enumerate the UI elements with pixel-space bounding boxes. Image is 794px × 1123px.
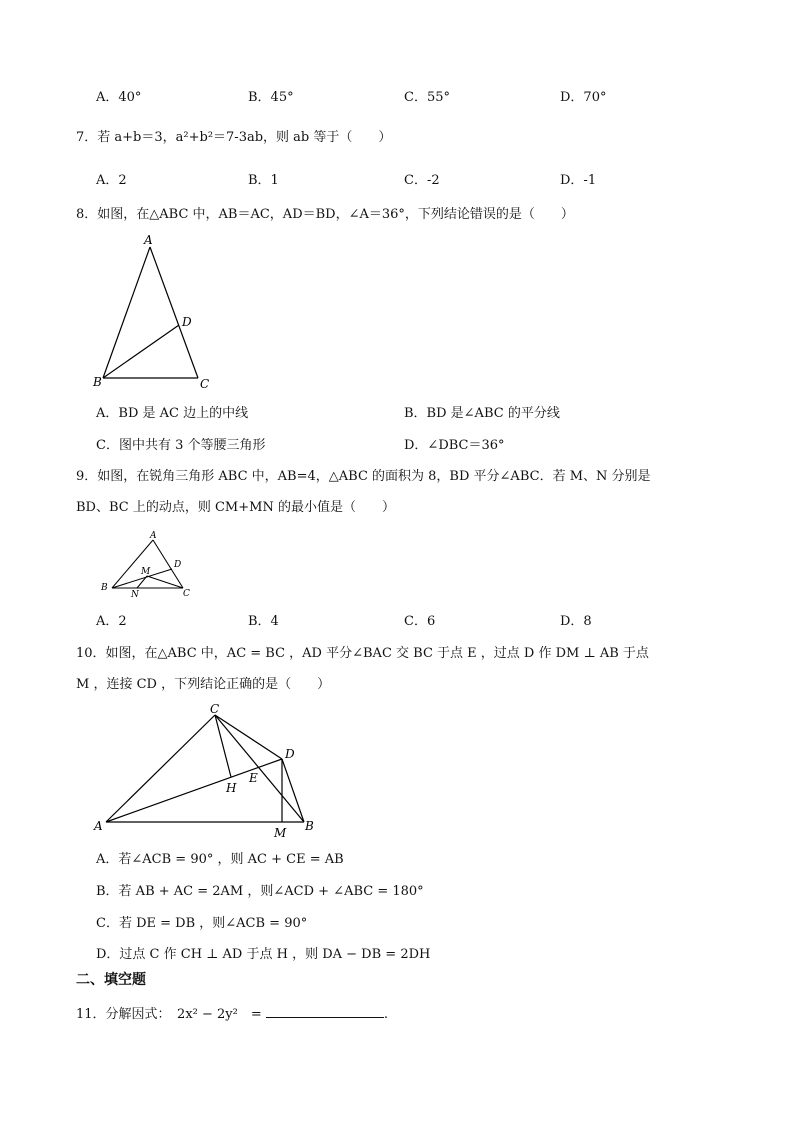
- q9-option-a: A．2: [96, 614, 127, 629]
- q9-label-a: A: [150, 531, 157, 541]
- q10-segment-ad: [106, 759, 282, 822]
- q10-stem-line1: 10．如图，在△ABC 中，AC = BC ，AD 平分∠BAC 交 BC 于点 E ，过点 D 作 DM ⊥ AB 于点: [76, 646, 649, 661]
- q9-label-m: M: [141, 567, 151, 577]
- q8-label-b: B: [93, 375, 102, 389]
- q9-segment-cm: [147, 576, 183, 588]
- q10-label-b: B: [305, 819, 314, 833]
- q10-label-d: D: [285, 747, 295, 761]
- q9-label-c: C: [183, 589, 190, 599]
- q11-answer-blank[interactable]: [266, 1005, 384, 1018]
- q9-option-c: C．6: [404, 614, 436, 629]
- q8-option-d: D．∠DBC＝36°: [404, 438, 505, 453]
- q9-stem-line1: 9．如图，在锐角三角形 ABC 中，AB=4，△ABC 的面积为 8，BD 平分∠ABC．若 M、N 分别是: [76, 469, 651, 484]
- q10-side-ac: [106, 715, 215, 822]
- q7-option-b: B．1: [248, 173, 279, 188]
- q10-label-m: M: [274, 826, 287, 840]
- q9-segment-mn: [137, 576, 147, 588]
- q8-side-ac: [150, 247, 198, 378]
- q6-option-d: D．70°: [560, 90, 607, 105]
- q10-option-d: D．过点 C 作 CH ⊥ AD 于点 H ，则 DA − DB = 2DH: [96, 947, 431, 962]
- q7-option-a: A．2: [96, 173, 127, 188]
- q10-stem-line2: M ，连接 CD ，下列结论正确的是（ ）: [76, 677, 331, 692]
- q9-option-b: B．4: [248, 614, 279, 629]
- q9-label-b: B: [101, 583, 108, 593]
- q11-end: .: [383, 1007, 389, 1022]
- q10-label-h: H: [226, 781, 237, 795]
- q6-option-c: C．55°: [404, 90, 450, 105]
- q10-segment-db: [282, 759, 304, 822]
- q10-label-e: E: [249, 771, 258, 785]
- q6-option-a: A．40°: [96, 90, 142, 105]
- q9-stem-line2: BD、BC 上的动点，则 CM+MN 的最小值是（ ）: [76, 500, 395, 515]
- q10-option-c: C．若 DE = DB ，则∠ACB = 90°: [96, 916, 308, 931]
- q10-triangle-figure: [88, 700, 328, 845]
- q8-label-d: D: [182, 315, 192, 329]
- q11-stem: 11．分解因式： 2x² − 2y² =: [76, 1007, 262, 1022]
- section-title-fill-in: 二、填空题: [76, 972, 146, 988]
- q7-option-d: D．-1: [560, 173, 597, 188]
- q8-option-b: B．BD 是∠ABC 的平分线: [404, 406, 560, 421]
- q9-option-d: D．8: [560, 614, 592, 629]
- q7-stem: 7．若 a+b＝3，a²+b²＝7-3ab，则 ab 等于（ ）: [76, 130, 392, 145]
- q8-label-c: C: [200, 377, 210, 391]
- q11-line: [76, 1005, 388, 1023]
- q8-segment-bd: [103, 325, 179, 378]
- q9-triangle-figure: [95, 528, 200, 600]
- q8-option-c: C．图中共有 3 个等腰三角形: [96, 438, 266, 453]
- q8-stem: 8．如图，在△ABC 中，AB＝AC，AD＝BD，∠A＝36°，下列结论错误的是（ ）: [76, 207, 574, 222]
- q10-label-a: A: [94, 819, 103, 833]
- q8-option-a: A．BD 是 AC 边上的中线: [96, 406, 249, 421]
- q9-label-d: D: [174, 560, 182, 570]
- q8-label-a: A: [144, 233, 153, 247]
- q9-side-ab: [112, 540, 153, 588]
- q8-triangle-figure: [90, 230, 220, 395]
- q7-option-c: C．-2: [404, 173, 440, 188]
- q10-option-b: B．若 AB + AC = 2AM ，则∠ACD + ∠ABC = 180°: [96, 884, 424, 899]
- q10-option-a: A．若∠ACB = 90° ，则 AC + CE = AB: [96, 852, 344, 867]
- q9-label-n: N: [131, 590, 139, 600]
- q10-label-c: C: [210, 702, 220, 716]
- q8-side-ab: [103, 247, 150, 378]
- q6-option-b: B．45°: [248, 90, 294, 105]
